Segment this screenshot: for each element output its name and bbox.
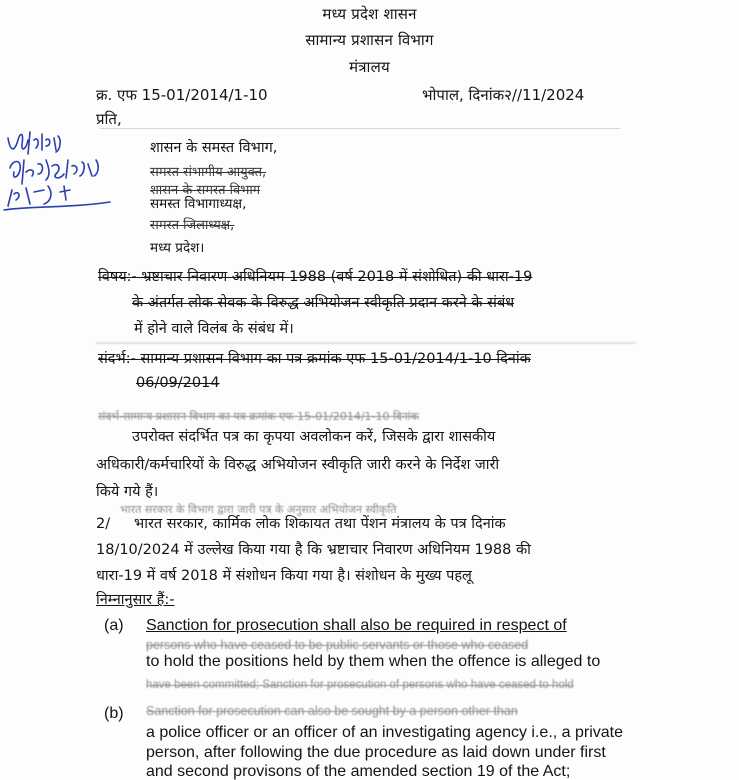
- item-b-ghost: Sanction for prosecution can also be sought by a person other than: [146, 704, 518, 718]
- subject-line-1: विषय:- भ्रष्टाचार निवारण अधिनियम 1988 (वर्ष 2018 में संशोधित) की धारा-19: [98, 269, 533, 285]
- prati-label: प्रति,: [96, 110, 122, 128]
- item-a-line-2: persons who have ceased to be public servants or those who ceased: [146, 638, 529, 652]
- para1-line-3: किये गये हैं।: [96, 484, 159, 500]
- address-line-3: शासन के समस्त विभाग: [150, 183, 261, 198]
- item-a-line-3: to hold the positions held by them when the offence is alleged to: [146, 653, 601, 670]
- item-a-ghost: have been committed; Sanction for prosecution of persons who have ceased to hold: [146, 679, 574, 691]
- header-department: सामान्य प्रशासन विभाग: [305, 31, 434, 49]
- item-b-line-1: a police officer or an officer of an investigating agency i.e., a private: [146, 724, 624, 741]
- para1-line-2: अधिकारी/कर्मचारियों के विरुद्ध अभियोजन स्वीकृति जारी करने के निर्देश जारी: [96, 457, 500, 473]
- address-line-1: शासन के समस्त विभाग,: [150, 140, 278, 156]
- para2-line-4: निम्नानुसार हैं:-: [96, 592, 175, 608]
- place-date-label: भोपाल, दिनांक: [422, 86, 505, 104]
- item-a-label: (a): [104, 617, 124, 634]
- header-secretariat: मंत्रालय: [349, 58, 390, 76]
- reference-line-2: 06/09/2014: [136, 375, 220, 391]
- subject-line-2: के अंतर्गत लोक सेवक के विरुद्ध अभियोजन स्वीकृति प्रदान करने के संबंध: [132, 295, 515, 311]
- para1-line-1: उपरोक्त संदर्भित पत्र का कृपया अवलोकन करें, जिसके द्वारा शासकीय: [132, 429, 496, 445]
- order-place-date: [422, 85, 584, 105]
- para2-number: 2/: [96, 516, 111, 532]
- header-government: मध्य प्रदेश शासन: [322, 5, 417, 23]
- para2-line-3: धारा-19 में वर्ष 2018 में संशोधन किया गया है। संशोधन के मुख्य पहलू: [96, 568, 472, 584]
- item-a-line-1: Sanction for prosecution shall also be required in respect of: [146, 617, 567, 634]
- address-line-5: समस्त जिलाध्यक्ष,: [150, 218, 235, 233]
- para2-line-1: भारत सरकार, कार्मिक लोक शिकायत तथा पेंशन मंत्रालय के पत्र दिनांक: [134, 516, 506, 532]
- order-number: क्र. एफ 15-01/2014/1-10: [96, 86, 268, 104]
- address-line-4: समस्त विभागाध्यक्ष,: [150, 196, 247, 212]
- para2-ghost-line: भारत सरकार के विभाग द्वारा जारी पत्र के अनुसार अभियोजन स्वीकृति: [120, 503, 397, 516]
- ghost-rule: [96, 342, 636, 344]
- handwritten-annotation: [0, 110, 130, 230]
- address-line-2: समस्त संभागीय आयुक्त,: [150, 165, 267, 180]
- item-b-line-2: person, after following the due procedure as laid down under first: [146, 744, 606, 761]
- item-b-label: (b): [104, 705, 124, 722]
- para2-line-2: 18/10/2024 में उल्लेख किया गया है कि भ्रष्टाचार निवारण अधिनियम 1988 की: [96, 542, 531, 558]
- address-line-6: मध्य प्रदेश।: [150, 240, 205, 256]
- subject-line-3: में होने वाले विलंब के संबंध में।: [134, 321, 294, 337]
- faint-rule: [100, 128, 620, 129]
- date-value: २//11/2024: [504, 86, 585, 104]
- para1-ghost-line: संदर्भ-सामान्य प्रशासन विभाग का पत्र क्रमांक एफ 15-01/2014/1-10 दिनांक: [98, 410, 420, 423]
- item-b-line-3: and second provisons of the amended section 19 of the Act;: [146, 763, 571, 780]
- reference-line-1: संदर्भ:- सामान्य प्रशासन विभाग का पत्र क्रमांक एफ 15-01/2014/1-10 दिनांक: [98, 351, 531, 367]
